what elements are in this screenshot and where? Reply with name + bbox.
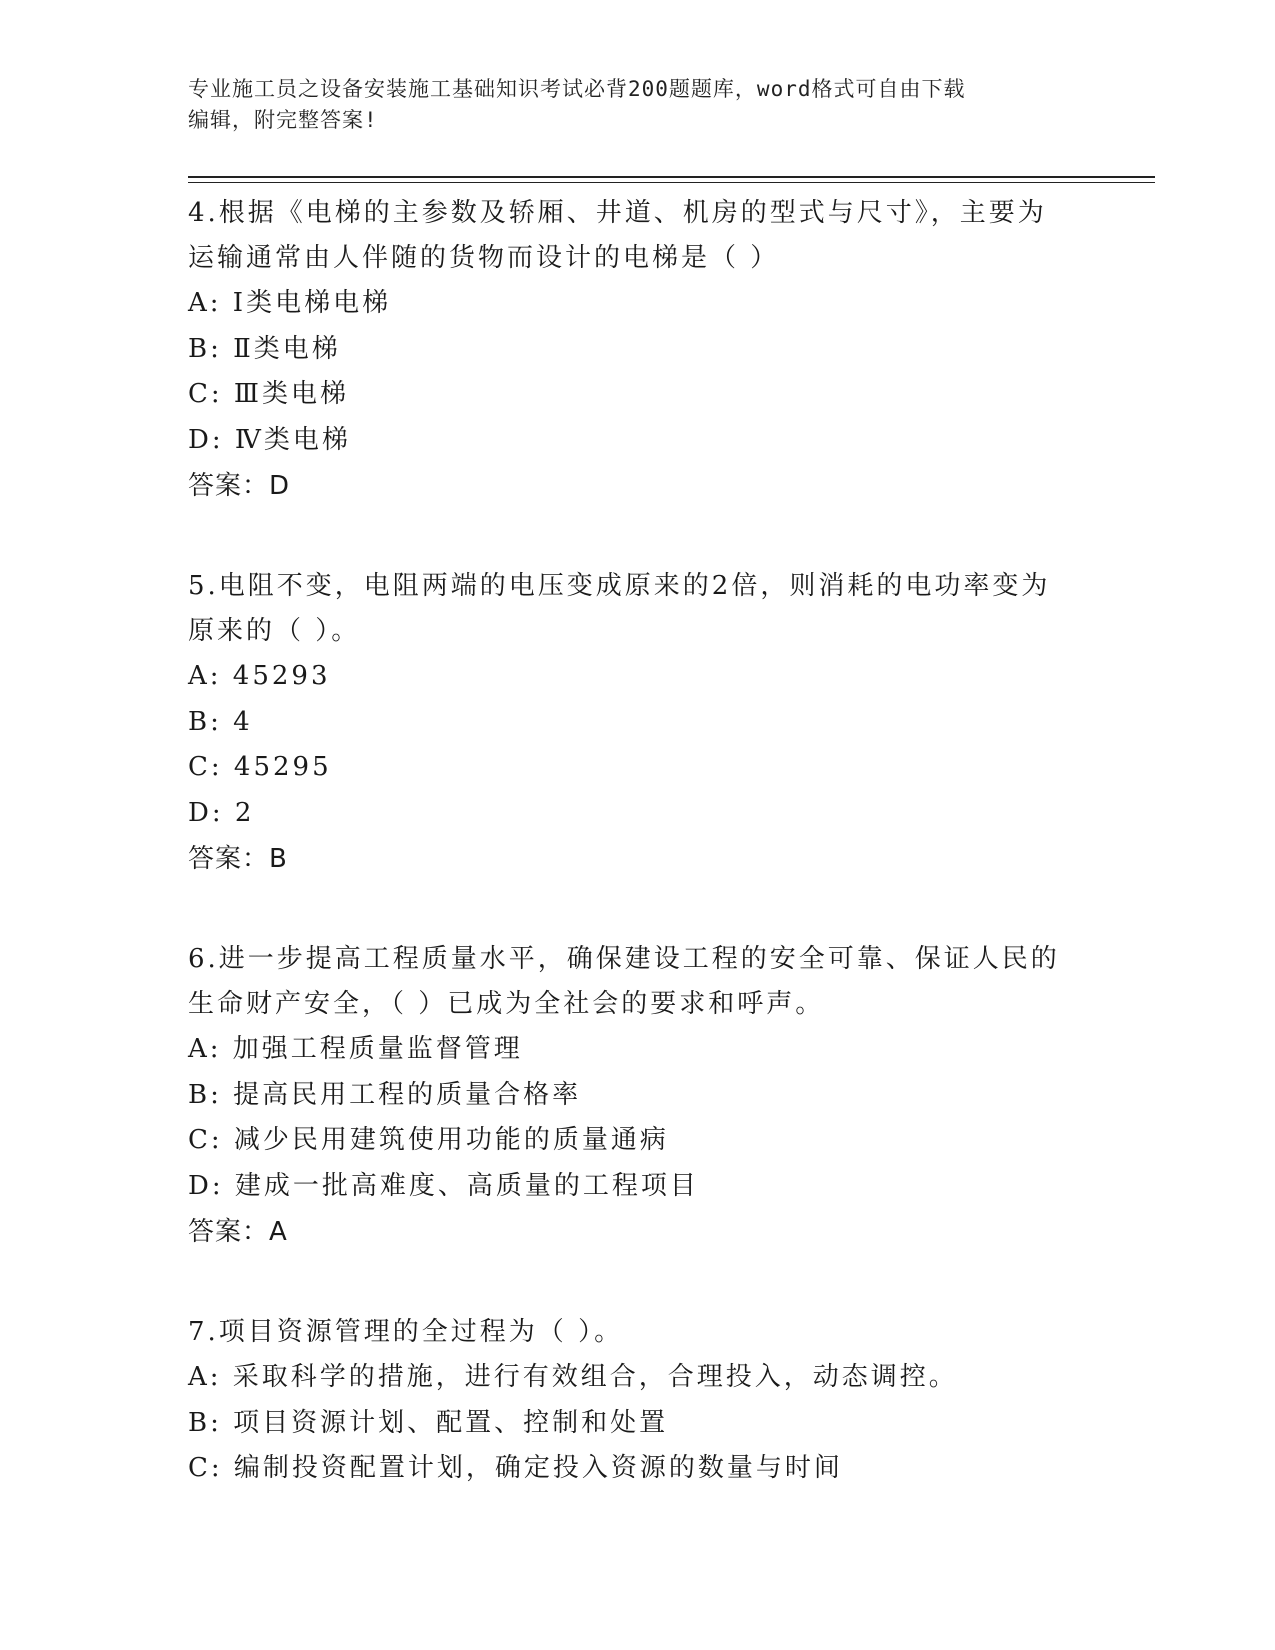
header-line-2: 编辑，附完整答案! [188, 108, 378, 132]
question-line: 原来的（ ）。 [188, 616, 361, 646]
answer: 答案：D [188, 471, 291, 501]
answer: 答案：A [188, 1217, 288, 1247]
option-c: C: 45295 [188, 752, 332, 782]
option-d: D: 2 [188, 797, 255, 828]
question-line: 6.进一步提高工程质量水平，确保建设工程的安全可靠、保证人民的 [188, 944, 1060, 974]
question-4 [188, 191, 1068, 509]
option-a: A: 加强工程质量监督管理 [188, 1034, 523, 1064]
option-a: A: 采取科学的措施，进行有效组合，合理投入，动态调控。 [188, 1362, 958, 1392]
question-text [188, 191, 1068, 281]
document-header [188, 74, 1068, 136]
question-text [188, 937, 1068, 1027]
option-a: A: 45293 [188, 661, 331, 691]
question-line: 7.项目资源管理的全过程为（ ）。 [188, 1317, 624, 1347]
question-7 [188, 1310, 1068, 1492]
option-c: C: 编制投资配置计划，确定投入资源的数量与时间 [188, 1453, 843, 1483]
question-list [188, 188, 1068, 1492]
header-line-1: 专业施工员之设备安装施工基础知识考试必背200题题库，word格式可自由下载 [188, 77, 966, 101]
header-rule-thin [188, 182, 1155, 183]
question-6 [188, 937, 1068, 1255]
question-text [188, 564, 1068, 654]
question-line: 5.电阻不变，电阻两端的电压变成原来的2倍，则消耗的电功率变为 [188, 571, 1051, 601]
option-c: C: 减少民用建筑使用功能的质量通病 [188, 1125, 669, 1155]
question-5 [188, 564, 1068, 882]
option-b: B: Ⅱ类电梯 [188, 333, 341, 364]
option-b: B: 项目资源计划、配置、控制和处置 [188, 1407, 669, 1438]
option-a: A: Ⅰ类电梯电梯 [188, 288, 392, 318]
option-b: B: 提高民用工程的质量合格率 [188, 1079, 582, 1110]
option-d: D: Ⅳ类电梯 [188, 424, 351, 455]
header-rule-thick [188, 176, 1155, 178]
option-b: B: 4 [188, 706, 253, 737]
question-text [188, 1310, 1068, 1355]
question-line: 4.根据《电梯的主参数及轿厢、井道、机房的型式与尺寸》，主要为 [188, 198, 1047, 228]
option-c: C: Ⅲ类电梯 [188, 379, 349, 409]
answer: 答案：B [188, 844, 288, 874]
option-d: D: 建成一批高难度、高质量的工程项目 [188, 1170, 699, 1201]
question-line: 生命财产安全，（ ）已成为全社会的要求和呼声。 [188, 989, 825, 1019]
question-line: 运输通常由人伴随的货物而设计的电梯是（ ） [188, 243, 780, 273]
